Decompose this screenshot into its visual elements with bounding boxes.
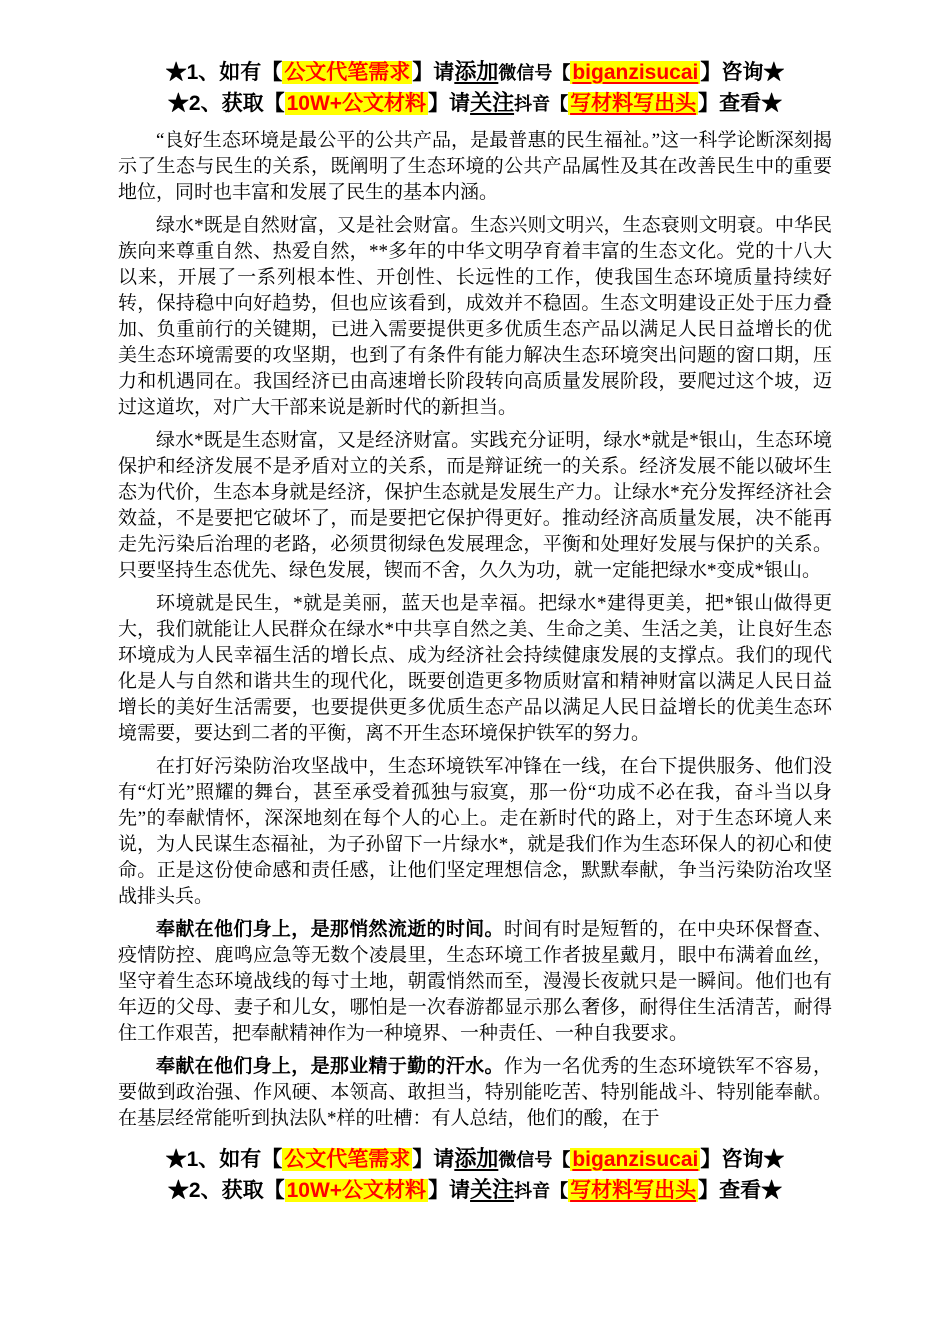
promo-wechat-id: biganzisucai [572,61,699,84]
promo-highlight-material: 10W+公文材料 [286,92,427,115]
promo-underline-add: 添加 [454,59,499,84]
promo-text: 】查看★ [698,92,783,115]
promo-text: 】请 [428,92,471,115]
promo-text: 微信号【 [498,1150,571,1170]
promo-line-1 [0,58,950,89]
paragraph [118,591,832,747]
paragraph-lead: 奉献在他们身上，是那悄然流逝的时间。 [156,919,504,940]
promo-highlight-service: 公文代笔需求 [284,61,411,84]
paragraph [118,1054,832,1132]
paragraph-text: 绿水*既是自然财富，又是社会财富。生态兴则文明兴，生态衰则文明衰。中华民族向来尊重自然、热爱自然，**多年的中华文明孕育着丰富的生态文化。党的十八大以来，开展了一系列根本性、开创性、长远性的工作，使我国生态环境质量持续好转，保持稳中向好趋势，但也应该看到，成效并不稳固。生态文明建设正处于压力叠加、负重前行的关键期，已进入需要提供更多优质生态产品以满足人民日益增长的优美生态环境需要的攻坚期，也到了有条件有能力解决生态环境突出问题的窗口期，压力和机遇同在。我国经济已由高速增长阶段转向高质量发展阶段，要爬过这个坡，迈过这道坎，对广大干部来说是新时代的新担当。 [118,215,832,418]
promo-banner-bottom [0,1139,950,1207]
paragraph-text: 环境就是民生，*就是美丽，蓝天也是幸福。把绿水*建得更美，把*银山做得更大，我们就能让人民群众在绿水*中共享自然之美、生命之美、生活之美，让良好生态环境成为人民幸福生活的增长点、成为经济社会持续健康发展的支撑点。我们的现代化是人与自然和谐共生的现代化，既要创造更多物质财富和精神财富以满足人民日益增长的美好生活需要，也要提供更多优质生态产品以满足人民日益增长的优美生态环境需要，要达到二者的平衡，离不开生态环境保护铁军的努力。 [118,593,832,744]
paragraph-text: 绿水*既是生态财富，又是经济财富。实践充分证明，绿水*就是*银山，生态环境保护和经济发展不是矛盾对立的关系，而是辩证统一的关系。经济发展不能以破坏生态为代价，生态本身就是经济，保护生态就是发展生产力。让绿水*充分发挥经济社会效益，不是要把它破坏了，而是要把它保护得更好。推动经济高质量发展，决不能再走先污染后治理的老路，必须贯彻绿色发展理念，平衡和处理好发展与保护的关系。只要坚持生态优先、绿色发展，锲而不舍，久久为功，就一定能把绿水*变成*银山。 [118,430,832,581]
promo-line-1 [0,1145,950,1176]
promo-text: 】请 [412,61,455,84]
paragraph [118,917,832,1047]
promo-text: ★2、获取【 [167,1179,285,1202]
paragraph-lead: 奉献在他们身上，是那业精于勤的汗水。 [156,1056,504,1077]
promo-douyin-id: 写材料写出头 [570,1179,697,1202]
promo-text: 】咨询★ [700,61,785,84]
paragraph-text: 时间有时是短暂的，在中央环保督查、疫情防控、鹿鸣应急等无数个凌晨里，生态环境工作者披星戴月，眼中布满着血丝，坚守着生态环境战线的每寸土地，朝霞悄然而至，漫漫长夜就只是一瞬间。他们也有年迈的父母、妻子和儿女，哪怕是一次春游都显示那么奢侈，耐得住生活清苦，耐得住工作艰苦，把奉献精神作为一种境界、一种责任、一种自我要求。 [118,919,832,1044]
promo-highlight-service: 公文代笔需求 [284,1148,411,1171]
promo-text: 抖音【 [514,1181,569,1201]
promo-line-2 [0,1176,950,1207]
paragraph-text: 在打好污染防治攻坚战中，生态环境铁军冲锋在一线，在台下提供服务、他们没有“灯光”照耀的舞台，甚至承受着孤独与寂寞，那一份“功成不必在我，奋斗当以身先”的奉献情怀，深深地刻在每个人的心上。走在新时代的路上，对于生态环境人来说，为人民谋生态福祉，为子孙留下一片绿水*，就是我们作为生态环保人的初心和使命。正是这份使命感和责任感，让他们坚定理想信念，默默奉献，争当污染防治攻坚战排头兵。 [118,756,832,907]
promo-text: 】咨询★ [700,1148,785,1171]
promo-text: ★1、如有【 [165,61,283,84]
paragraph [118,213,832,421]
promo-text: 抖音【 [514,94,569,114]
promo-wechat-id: biganzisucai [572,1148,699,1171]
paragraph [118,128,832,206]
document-body [118,128,832,1132]
promo-underline-follow: 关注 [470,90,515,115]
promo-text: 】请 [428,1179,471,1202]
promo-text: ★1、如有【 [165,1148,283,1171]
paragraph-text: “良好生态环境是最公平的公共产品，是最普惠的民生福祉。”这一科学论断深刻揭示了生态与民生的关系，既阐明了生态环境的公共产品属性及其在改善民生中的重要地位，同时也丰富和发展了民生的基本内涵。 [118,130,832,203]
promo-underline-follow: 关注 [470,1177,515,1202]
promo-douyin-id: 写材料写出头 [570,92,697,115]
promo-highlight-material: 10W+公文材料 [286,1179,427,1202]
promo-line-2 [0,89,950,120]
paragraph [118,428,832,584]
paragraph [118,754,832,910]
promo-text: 】请 [412,1148,455,1171]
promo-text: 】查看★ [698,1179,783,1202]
promo-underline-add: 添加 [454,1146,499,1171]
promo-banner-top [0,0,950,120]
paragraph-text: 作为一名优秀的生态环境铁军不容易，要做到政治强、作风硬、本领高、敢担当，特别能吃苦、特别能战斗、特别能奉献。在基层经常能听到执法队*样的吐槽：有人总结，他们的酸，在于 [118,1056,832,1129]
promo-text: 微信号【 [498,63,571,83]
promo-text: ★2、获取【 [167,92,285,115]
